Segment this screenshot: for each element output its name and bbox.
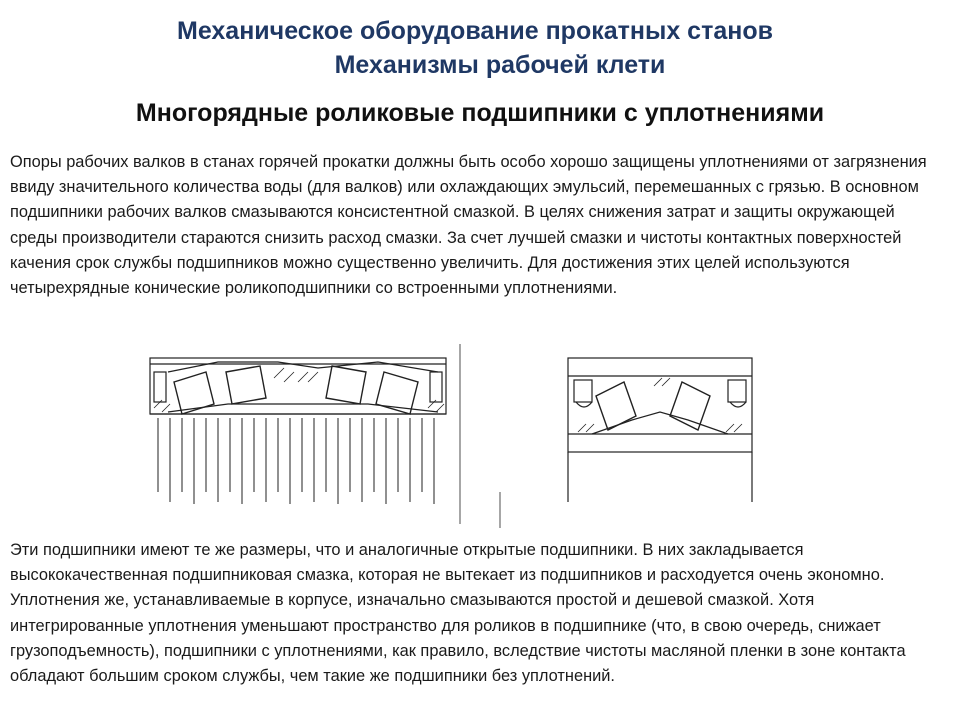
sealed-bearing-drawing bbox=[562, 350, 757, 510]
description-paragraph: Эти подшипники имеют те же размеры, что и аналогичные открытые подшипники. В них закладывается высококачественная подшипниковая смазка, которая не вытекает из подшипников и расходуется очень экономно. Уплотнения же, устанавливаемые в корпусе, изначально смазываются простой и дешевой смазкой. Хотя интегрированные уплотнения уменьшают пространство для роликов в подшипнике (что, в свою очередь, снижает грузоподъемность), подшипники с уплотнениями, как правило, вследствие чистоты масляной пленки в зоне контакта обладают большим сроком службы, чем такие же подшипники без уплотнений. bbox=[10, 541, 906, 686]
slide-subtitle: Многорядные роликовые подшипники с уплотнениями bbox=[135, 99, 825, 127]
page-title: Механическое оборудование прокатных станов bbox=[177, 17, 773, 45]
section-title: Механизмы рабочей клети bbox=[334, 51, 666, 79]
four-row-bearing-drawing bbox=[148, 342, 508, 532]
title-block bbox=[0, 14, 960, 82]
intro-paragraph: Опоры рабочих валков в станах горячей прокатки должны быть особо хорошо защищены уплотнениями от загрязнения ввиду значительного количества воды (для валков) или охлаждающих эмульсий, перемешанных с грязью. В основном подшипники рабочих валков смазываются консистентной смазкой. В целях снижения затрат и защиты окружающей среды производители стараются снизить расход смазки. За счет лучшей смазки и чистоты контактных поверхностей качения срок службы подшипников можно существенно увеличить. Для достижения этих целей используются четырехрядные конические роликоподшипники со встроенными уплотнениями. bbox=[10, 153, 927, 298]
